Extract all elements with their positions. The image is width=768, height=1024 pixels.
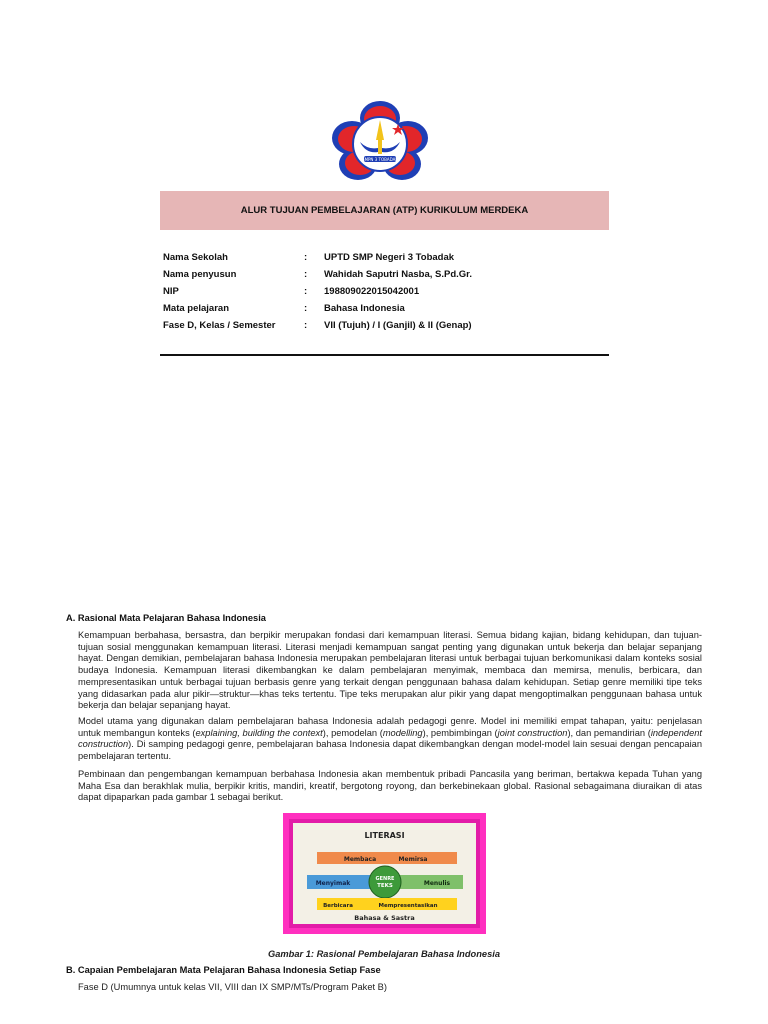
info-value: Wahidah Saputri Nasba, S.Pd.Gr. (324, 269, 472, 280)
info-separator: : (304, 252, 308, 263)
info-value: VII (Tujuh) / I (Ganjil) & II (Genap) (324, 320, 472, 331)
info-separator: : (304, 303, 308, 314)
label-membaca: Membaca (343, 856, 377, 863)
literacy-diagram (283, 813, 486, 934)
label-berbicara: Berbicara (323, 903, 353, 909)
info-value: UPTD SMP Negeri 3 Tobadak (324, 252, 455, 263)
text-run: ), dan pemandirian ( (567, 727, 651, 738)
info-value: 198809022015042001 (324, 286, 420, 297)
info-separator: : (304, 269, 308, 280)
section-a-heading: A. Rasional Mata Pelajaran Bahasa Indonesia (66, 613, 266, 623)
paragraph-1: Kemampuan berbahasa, bersastra, dan berpikir merupakan fondasi dari kemampuan literasi. Semua bidang kajian, bidang kehidupan, dan tujuan-tujuan sosial menggunakan kemampuan literasi. Literasi menjadi kemampuan sangat penting yang digunakan untuk bekerja dan belajar sepanjang hayat. Dengan demikian, pembelajaran bahasa Indonesia merupakan pembelajaran literasi untuk berbagai tujuan berkomunikasi dalam konteks sosial budaya Indonesia. Kemampuan literasi dikembangkan ke dalam pembelajaran menyimak, membaca dan memirsa, menulis, berbicara, dan mempresentasikan untuk berbagai tujuan berbasis genre yang terkait dengan penggunaan bahasa dalam kehidupan. Setiap genre memiliki tipe teks yang didasarkan pada alur pikir—struktur—khas teks tertentu. Tipe teks merupakan alur pikir yang dapat mengoptimalkan penggunaan bahasa untuk bekerja dan belajar sepanjang hayat. (78, 630, 702, 711)
italic-term: independent construction (78, 727, 702, 750)
italic-term: modelling (382, 727, 423, 738)
text-run: Model utama yang digunakan dalam pembelajaran bahasa Indonesia adalah pedagogi genre. Model ini memiliki empat tahapan, yaitu: penjelasan untuk membangun konteks ( (78, 716, 702, 738)
label-memirsa: Memirsa (398, 856, 428, 863)
info-value: Bahasa Indonesia (324, 303, 405, 314)
italic-term: joint construction (497, 727, 568, 738)
info-separator: : (304, 286, 308, 297)
info-separator: : (304, 320, 308, 331)
center-genre: GENRE (375, 876, 395, 882)
paragraph-3: Pembinaan dan pengembangan kemampuan berbahasa Indonesia akan membentuk pribadi Pancasila yang beriman, bertakwa kepada Tuhan yang Maha Esa dan berakhlak mulia, berpikir kritis, mandiri, kreatif, bergotong royong, dan berkebinekaan global. Rasional sebagaimana diuraikan di atas dapat dipaparkan pada gambar 1 sebagai berikut. (78, 769, 702, 803)
diagram-footer: Bahasa & Sastra (354, 914, 415, 922)
divider-line (160, 354, 609, 356)
document-title: ALUR TUJUAN PEMBELAJARAN (ATP) KURIKULUM MERDEKA (240, 205, 529, 216)
school-logo (330, 100, 430, 184)
label-menulis: Menulis (423, 880, 451, 887)
italic-term: explaining, building the context (195, 727, 323, 738)
label-mempresentasikan: Mempresentasikan (378, 903, 438, 909)
text-run: ), pemodelan ( (322, 727, 383, 738)
label-menyimak: Menyimak (315, 880, 351, 887)
text-run: ). Di samping pedagogi genre, pembelajaran bahasa Indonesia dapat dikembangkan dengan model-model lain sesuai dengan pencapaian pembelajaran tertentu. (78, 739, 702, 762)
center-teks: TEKS (377, 883, 393, 889)
diagram-title: LITERASI (364, 831, 405, 840)
info-label: Nama penyusun (163, 269, 237, 280)
fase-text: Fase D (Umumnya untuk kelas VII, VIII dan IX SMP/MTs/Program Paket B) (78, 982, 387, 992)
info-label: Fase D, Kelas / Semester (163, 320, 276, 331)
figure-caption: Gambar 1: Rasional Pembelajaran Bahasa Indonesia (268, 949, 500, 959)
paragraph-2 (78, 716, 702, 763)
text-run: ), pembimbingan ( (422, 727, 498, 738)
logo-text: SMPN 3 TOBADAK (362, 157, 398, 162)
section-b-heading: B. Capaian Pembelajaran Mata Pelajaran Bahasa Indonesia Setiap Fase (66, 965, 381, 975)
info-label: Nama Sekolah (163, 252, 228, 263)
info-label: Mata pelajaran (163, 303, 229, 314)
title-band (160, 191, 609, 230)
info-label: NIP (163, 286, 179, 297)
